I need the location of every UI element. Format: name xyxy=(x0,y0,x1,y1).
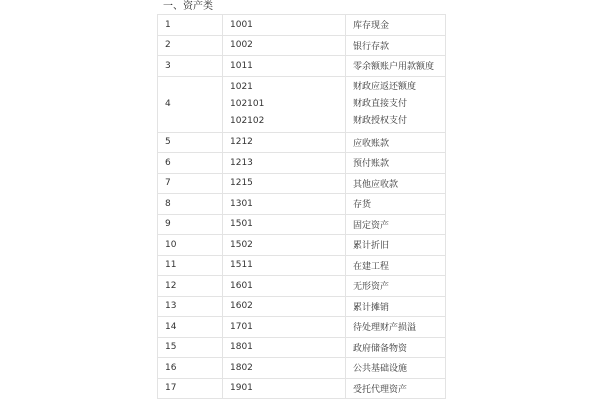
account-name-cell xyxy=(346,35,446,56)
account-name-cell xyxy=(346,358,446,379)
table-row xyxy=(158,35,446,56)
account-code: 1502 xyxy=(230,239,253,250)
row-number: 11 xyxy=(158,255,223,276)
table-row xyxy=(158,358,446,379)
account-code: 1701 xyxy=(230,321,253,332)
account-name-cell xyxy=(346,235,446,256)
account-name-cell xyxy=(346,173,446,194)
account-name: 受托代理资产 xyxy=(353,384,408,395)
account-name: 累计折旧 xyxy=(353,241,390,252)
table-row xyxy=(158,235,446,256)
table-row xyxy=(158,337,446,358)
account-code: 102102 xyxy=(230,115,265,126)
table-row xyxy=(158,296,446,317)
account-code-cell xyxy=(223,214,346,235)
account-name-cell xyxy=(346,317,446,338)
account-code-cell xyxy=(223,235,346,256)
account-code-cell xyxy=(223,153,346,174)
account-code: 1801 xyxy=(230,342,253,353)
account-name: 其他应收款 xyxy=(353,179,399,190)
account-name: 财政授权支付 xyxy=(353,115,408,126)
account-code: 1215 xyxy=(230,178,253,189)
account-code-cell xyxy=(223,76,346,132)
account-code: 1802 xyxy=(230,362,253,373)
account-name: 无形资产 xyxy=(353,282,390,293)
accounts-table-body xyxy=(158,15,446,399)
account-name: 财政直接支付 xyxy=(353,98,408,109)
account-code-cell xyxy=(223,56,346,77)
table-row xyxy=(158,276,446,297)
table-row xyxy=(158,214,446,235)
account-name-cell xyxy=(346,76,446,132)
table-row xyxy=(158,153,446,174)
account-code-cell xyxy=(223,317,346,338)
table-row xyxy=(158,255,446,276)
account-name-cell xyxy=(346,337,446,358)
account-code: 1901 xyxy=(230,383,253,394)
account-code-cell xyxy=(223,296,346,317)
account-code-cell xyxy=(223,194,346,215)
row-number: 17 xyxy=(158,378,223,399)
account-code-cell xyxy=(223,15,346,36)
account-name-cell xyxy=(346,255,446,276)
row-number: 10 xyxy=(158,235,223,256)
account-code: 1011 xyxy=(230,60,253,71)
account-name-cell xyxy=(346,296,446,317)
table-row xyxy=(158,317,446,338)
row-number: 16 xyxy=(158,358,223,379)
row-number: 5 xyxy=(158,132,223,153)
account-code: 1213 xyxy=(230,157,253,168)
table-row xyxy=(158,378,446,399)
account-name-cell xyxy=(346,56,446,77)
account-code: 1001 xyxy=(230,19,253,30)
row-number: 12 xyxy=(158,276,223,297)
row-number: 1 xyxy=(158,15,223,36)
account-name: 存货 xyxy=(353,200,372,211)
account-code: 1511 xyxy=(230,260,253,271)
account-name: 财政应返还额度 xyxy=(353,81,417,92)
account-code: 1301 xyxy=(230,198,253,209)
account-name: 库存现金 xyxy=(353,21,390,32)
account-code: 102101 xyxy=(230,98,265,109)
account-code: 1002 xyxy=(230,40,253,51)
accounts-table xyxy=(157,14,446,399)
account-code: 1501 xyxy=(230,219,253,230)
account-name: 应收账款 xyxy=(353,138,390,149)
account-name: 在建工程 xyxy=(353,261,390,272)
account-name-cell xyxy=(346,276,446,297)
account-name: 银行存款 xyxy=(353,41,390,52)
account-code-cell xyxy=(223,378,346,399)
row-number: 9 xyxy=(158,214,223,235)
account-name: 待处理财产损溢 xyxy=(353,323,417,334)
account-name: 累计摊销 xyxy=(353,302,390,313)
table-row xyxy=(158,132,446,153)
account-code-cell xyxy=(223,358,346,379)
row-number: 2 xyxy=(158,35,223,56)
account-code-cell xyxy=(223,35,346,56)
row-number: 4 xyxy=(158,76,223,132)
account-code: 1021 xyxy=(230,81,253,92)
table-row xyxy=(158,194,446,215)
table-row xyxy=(158,56,446,77)
row-number: 13 xyxy=(158,296,223,317)
row-number: 7 xyxy=(158,173,223,194)
account-name-cell xyxy=(346,132,446,153)
account-code-cell xyxy=(223,132,346,153)
account-name: 固定资产 xyxy=(353,220,390,231)
row-number: 3 xyxy=(158,56,223,77)
account-name-cell xyxy=(346,214,446,235)
account-code-cell xyxy=(223,173,346,194)
account-name: 零余额账户用款额度 xyxy=(353,62,435,73)
account-code-cell xyxy=(223,337,346,358)
account-code: 1212 xyxy=(230,137,253,148)
account-code: 1602 xyxy=(230,301,253,312)
account-name-cell xyxy=(346,15,446,36)
row-number: 8 xyxy=(158,194,223,215)
account-name-cell xyxy=(346,378,446,399)
row-number: 14 xyxy=(158,317,223,338)
account-code-cell xyxy=(223,276,346,297)
account-code: 1601 xyxy=(230,280,253,291)
row-number: 15 xyxy=(158,337,223,358)
account-name-cell xyxy=(346,153,446,174)
row-number: 6 xyxy=(158,153,223,174)
account-name: 预付账款 xyxy=(353,159,390,170)
table-row xyxy=(158,76,446,132)
table-row xyxy=(158,15,446,36)
document xyxy=(157,0,447,399)
section-title: 一、资产类 xyxy=(163,1,213,12)
account-name: 政府储备物资 xyxy=(353,343,408,354)
account-code-cell xyxy=(223,255,346,276)
table-row xyxy=(158,173,446,194)
account-name: 公共基础设施 xyxy=(353,364,408,375)
account-name-cell xyxy=(346,194,446,215)
